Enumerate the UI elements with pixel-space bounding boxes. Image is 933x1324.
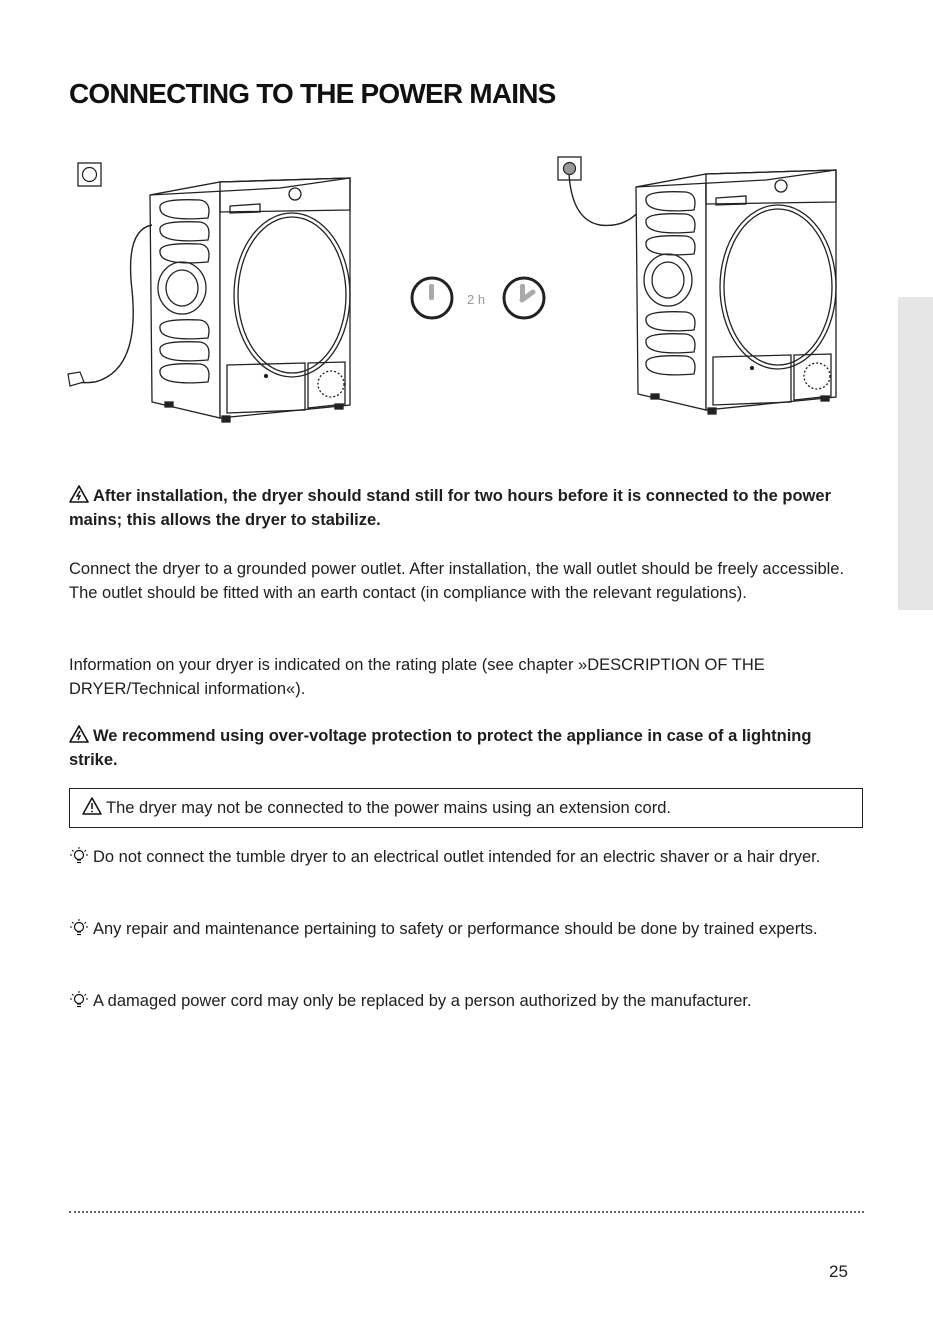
tip-item: Any repair and maintenance pertaining to safety or performance should be done by trained experts. xyxy=(69,917,859,941)
illustration xyxy=(0,150,933,440)
connect-grounded-paragraph: Connect the dryer to a grounded power outlet. After installation, the wall outlet should be freely accessible. The outlet should be fitted with an earth contact (in compliance with the relevant regulations). xyxy=(69,560,845,602)
page-number: 25 xyxy=(829,1262,848,1281)
clock-icon xyxy=(504,278,544,318)
warning-icon xyxy=(69,725,89,743)
rating-plate-paragraph: Information on your dryer is indicated on the rating plate (see chapter »DESCRIPTION OF THE DRYER/Technical information«). xyxy=(69,656,765,698)
extension-cord-warning-box: The dryer may not be connected to the power mains using an extension cord. xyxy=(69,788,863,828)
clock-label: 2 h xyxy=(467,292,486,307)
tip-item: Do not connect the tumble dryer to an electrical outlet intended for an electric shaver or a hair dryer. xyxy=(69,845,859,869)
warning-icon xyxy=(69,485,89,503)
clock-icon xyxy=(412,278,452,318)
warning-stand-paragraph: After installation, the dryer should stand still for two hours before it is connected to the power mains; this allows the dryer to stabilize. xyxy=(69,487,831,529)
bulb-icon xyxy=(69,919,89,937)
page-title: CONNECTING TO THE POWER MAINS xyxy=(69,78,556,109)
tip-item: A damaged power cord may only be replaced by a person authorized by the manufacturer. xyxy=(69,989,859,1013)
unplugged-socket-icon xyxy=(78,163,101,186)
warning-icon xyxy=(82,797,102,815)
bulb-icon xyxy=(69,847,89,865)
warning-overvoltage-paragraph: We recommend using over-voltage protection to protect the appliance in case of a lightning strike. xyxy=(69,727,812,769)
footer-divider xyxy=(69,1211,864,1213)
bulb-icon xyxy=(69,991,89,1009)
